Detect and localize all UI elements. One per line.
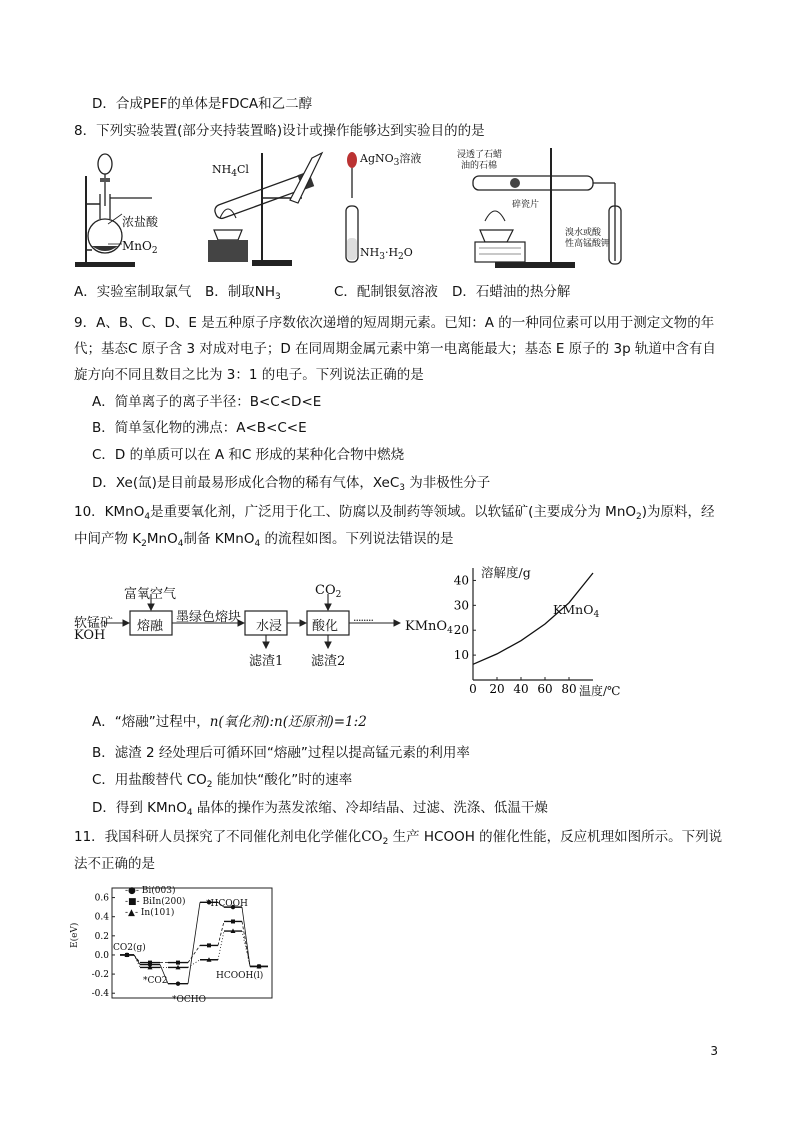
q10-option-d: D．得到 KMnO$_4$ 晶体的操作为蒸发浓缩、冷却结晶、过滤、洗涤、低温干燥: [92, 800, 548, 818]
q10-option-b: B．滤渣 2 经处理后可循环回“熔融”过程以提高锰元素的利用率: [92, 745, 470, 761]
marker-square: [176, 961, 180, 965]
q9-option-c: C．D 的单质可以在 A 和C 形成的某种化合物中燃烧: [92, 447, 405, 463]
y-tick-label: -0.4: [91, 989, 109, 1000]
q9-stem-line2: 代；基态C 原子含 3 对成对电子；D 在同周期金属元素中第一电离能最大；基态 E 原子的 3p 轨道中含有自: [74, 341, 716, 357]
q8-stem: 8．下列实验装置(部分夹持装置略)设计或操作能够达到实验目的的是: [74, 123, 485, 139]
q11-annot-co2g: CO2(g): [113, 943, 146, 953]
connector: [218, 921, 224, 945]
q10-flow-leach: 水浸: [256, 619, 283, 634]
q10-chart-series-label: KMnO$_4$: [553, 602, 600, 620]
q9-option-d: D．Xe(氙)是目前最易形成化合物的稀有气体，XeC$_3$ 为非极性分子: [92, 475, 491, 493]
q10-flow-acidify: 酸化: [312, 619, 339, 634]
legend-bi003: -●- Bi(003): [125, 886, 176, 896]
q8-figure-d-label2: 油的石棉: [461, 161, 498, 171]
q8-option-a: A．实验室制取氯气: [74, 284, 192, 300]
q8-figure-a-label-hcl: 浓盐酸: [122, 215, 159, 229]
q8-figure-d-label1: 浸透了石蜡: [457, 150, 503, 160]
q10-flow-input1: 软锰矿: [74, 616, 114, 631]
connector: [218, 931, 224, 960]
q10-chart-xlabel: 温度/℃: [579, 684, 621, 698]
x-tick-label: 20: [489, 682, 505, 696]
x-tick-label: 60: [537, 682, 553, 696]
y-tick-label: 30: [453, 598, 469, 613]
q11-chart-ylabel: E(eV): [70, 922, 80, 948]
legend-biin200: -■- BiIn(200): [125, 897, 186, 907]
connector: [188, 960, 200, 968]
q10-flow-product: KMnO$_4$: [405, 619, 453, 636]
x-tick-label: 40: [513, 682, 529, 696]
x-tick-label: 80: [561, 682, 577, 696]
q7-option-d: D．合成PEF的单体是FDCA和乙二醇: [92, 96, 313, 112]
x-tick-label: 0: [469, 682, 477, 696]
q10-option-a: A．“熔融”过程中，n(氧化剂):n(还原剂)=1:2: [92, 714, 367, 730]
connector: [188, 945, 200, 962]
q10-flow-melt: 熔融: [137, 619, 164, 634]
q11-legend: [125, 886, 186, 919]
q11-stem-line2: 法不正确的是: [74, 856, 155, 872]
q8-figure-d-label3: 碎瓷片: [512, 200, 540, 210]
y-tick-label: 0.4: [94, 912, 109, 923]
q11-annot-ocho: *OCHO: [172, 995, 206, 1005]
q11-stem-line1: 11．我国科研人员探究了不同催化剂电化学催化$CO_2$ 生产 HCOOH 的催化性能，反应机理如图所示。下列说: [74, 829, 723, 847]
y-tick-label: 10: [453, 648, 469, 663]
y-tick-label: 0.2: [94, 931, 109, 942]
y-tick-label: 0.6: [94, 893, 109, 904]
q11-annot-hcooh-l: HCOOH(l): [216, 971, 264, 981]
q10-option-c: C．用盐酸替代 $CO_2$ 能加快“酸化”时的速率: [92, 772, 353, 790]
y-tick-label: 0.0: [94, 950, 109, 961]
q8-option-b: B．制取$NH_3$: [205, 284, 281, 302]
q11-annot-co2-ads: *CO2: [143, 976, 168, 986]
q8-figure-c-label2: $NH_3\cdot H_2O$: [360, 246, 413, 262]
q11-annot-hcooh-ads: *HCOOH: [206, 899, 248, 909]
q8-option-d: D．石蜡油的热分解: [452, 284, 571, 300]
y-tick-label: -0.2: [91, 970, 109, 981]
q10-flow-dots: ········: [353, 614, 373, 627]
connector: [188, 902, 200, 983]
q9-option-b: B．简单氢化物的沸点：A<B<C<E: [92, 420, 307, 436]
q8-figure-b-label: $NH_4Cl$: [212, 163, 249, 179]
q8-option-c: C．配制银氨溶液: [334, 284, 438, 300]
q8-figure-d-label5: 性高锰酸钾: [565, 239, 611, 249]
q8-figure-d-label4: 溴水或酸: [565, 228, 602, 238]
q10-flow-melt-output: 墨绿色熔块: [176, 610, 242, 625]
marker-square: [148, 961, 152, 965]
q10-flow-input2: KOH: [74, 628, 106, 643]
q10-stem-line2: 中间产物 $K_2MnO_4$制备 KMnO$_4$ 的流程如图。下列说法错误的是: [74, 531, 454, 549]
y-tick-label: 20: [453, 623, 469, 638]
y-tick-label: 40: [453, 573, 469, 588]
q10-flow-co2: $CO_2$: [315, 583, 342, 600]
q10-flow-residue2: 滤渣2: [311, 654, 346, 669]
q10-flow-air: 富氧空气: [124, 587, 177, 602]
q8-figure-a-label-mno2: MnO$_2$: [122, 239, 158, 256]
q10-flow-residue1: 滤渣1: [249, 654, 284, 669]
q8-figure-c-label1: AgNO$_3$溶液: [360, 152, 422, 168]
legend-in101: -▲- In(101): [125, 908, 175, 918]
q10-chart-ylabel: 溶解度/g: [481, 565, 531, 580]
marker-square: [231, 919, 235, 923]
page-number: 3: [710, 1044, 718, 1058]
q9-option-a: A．简单离子的离子半径：B<C<D<E: [92, 394, 322, 410]
q9-stem-line1: 9．A、B、C、D、E 是五种原子序数依次递增的短周期元素。已知：A 的一种同位素可以用于测定文物的年: [74, 315, 715, 331]
q10-stem-line1: 10．KMnO$_4$是重要氧化剂，广泛用于化工、防腐以及制药等领域。以软锰矿(主要成分为 MnO$_2$)为原料，经: [74, 504, 715, 522]
q9-stem-line3: 旋方向不同且数目之比为 3：1 的电子。下列说法正确的是: [74, 367, 424, 383]
connector: [134, 955, 140, 963]
marker-square: [207, 943, 211, 947]
marker-circle: [176, 981, 180, 985]
